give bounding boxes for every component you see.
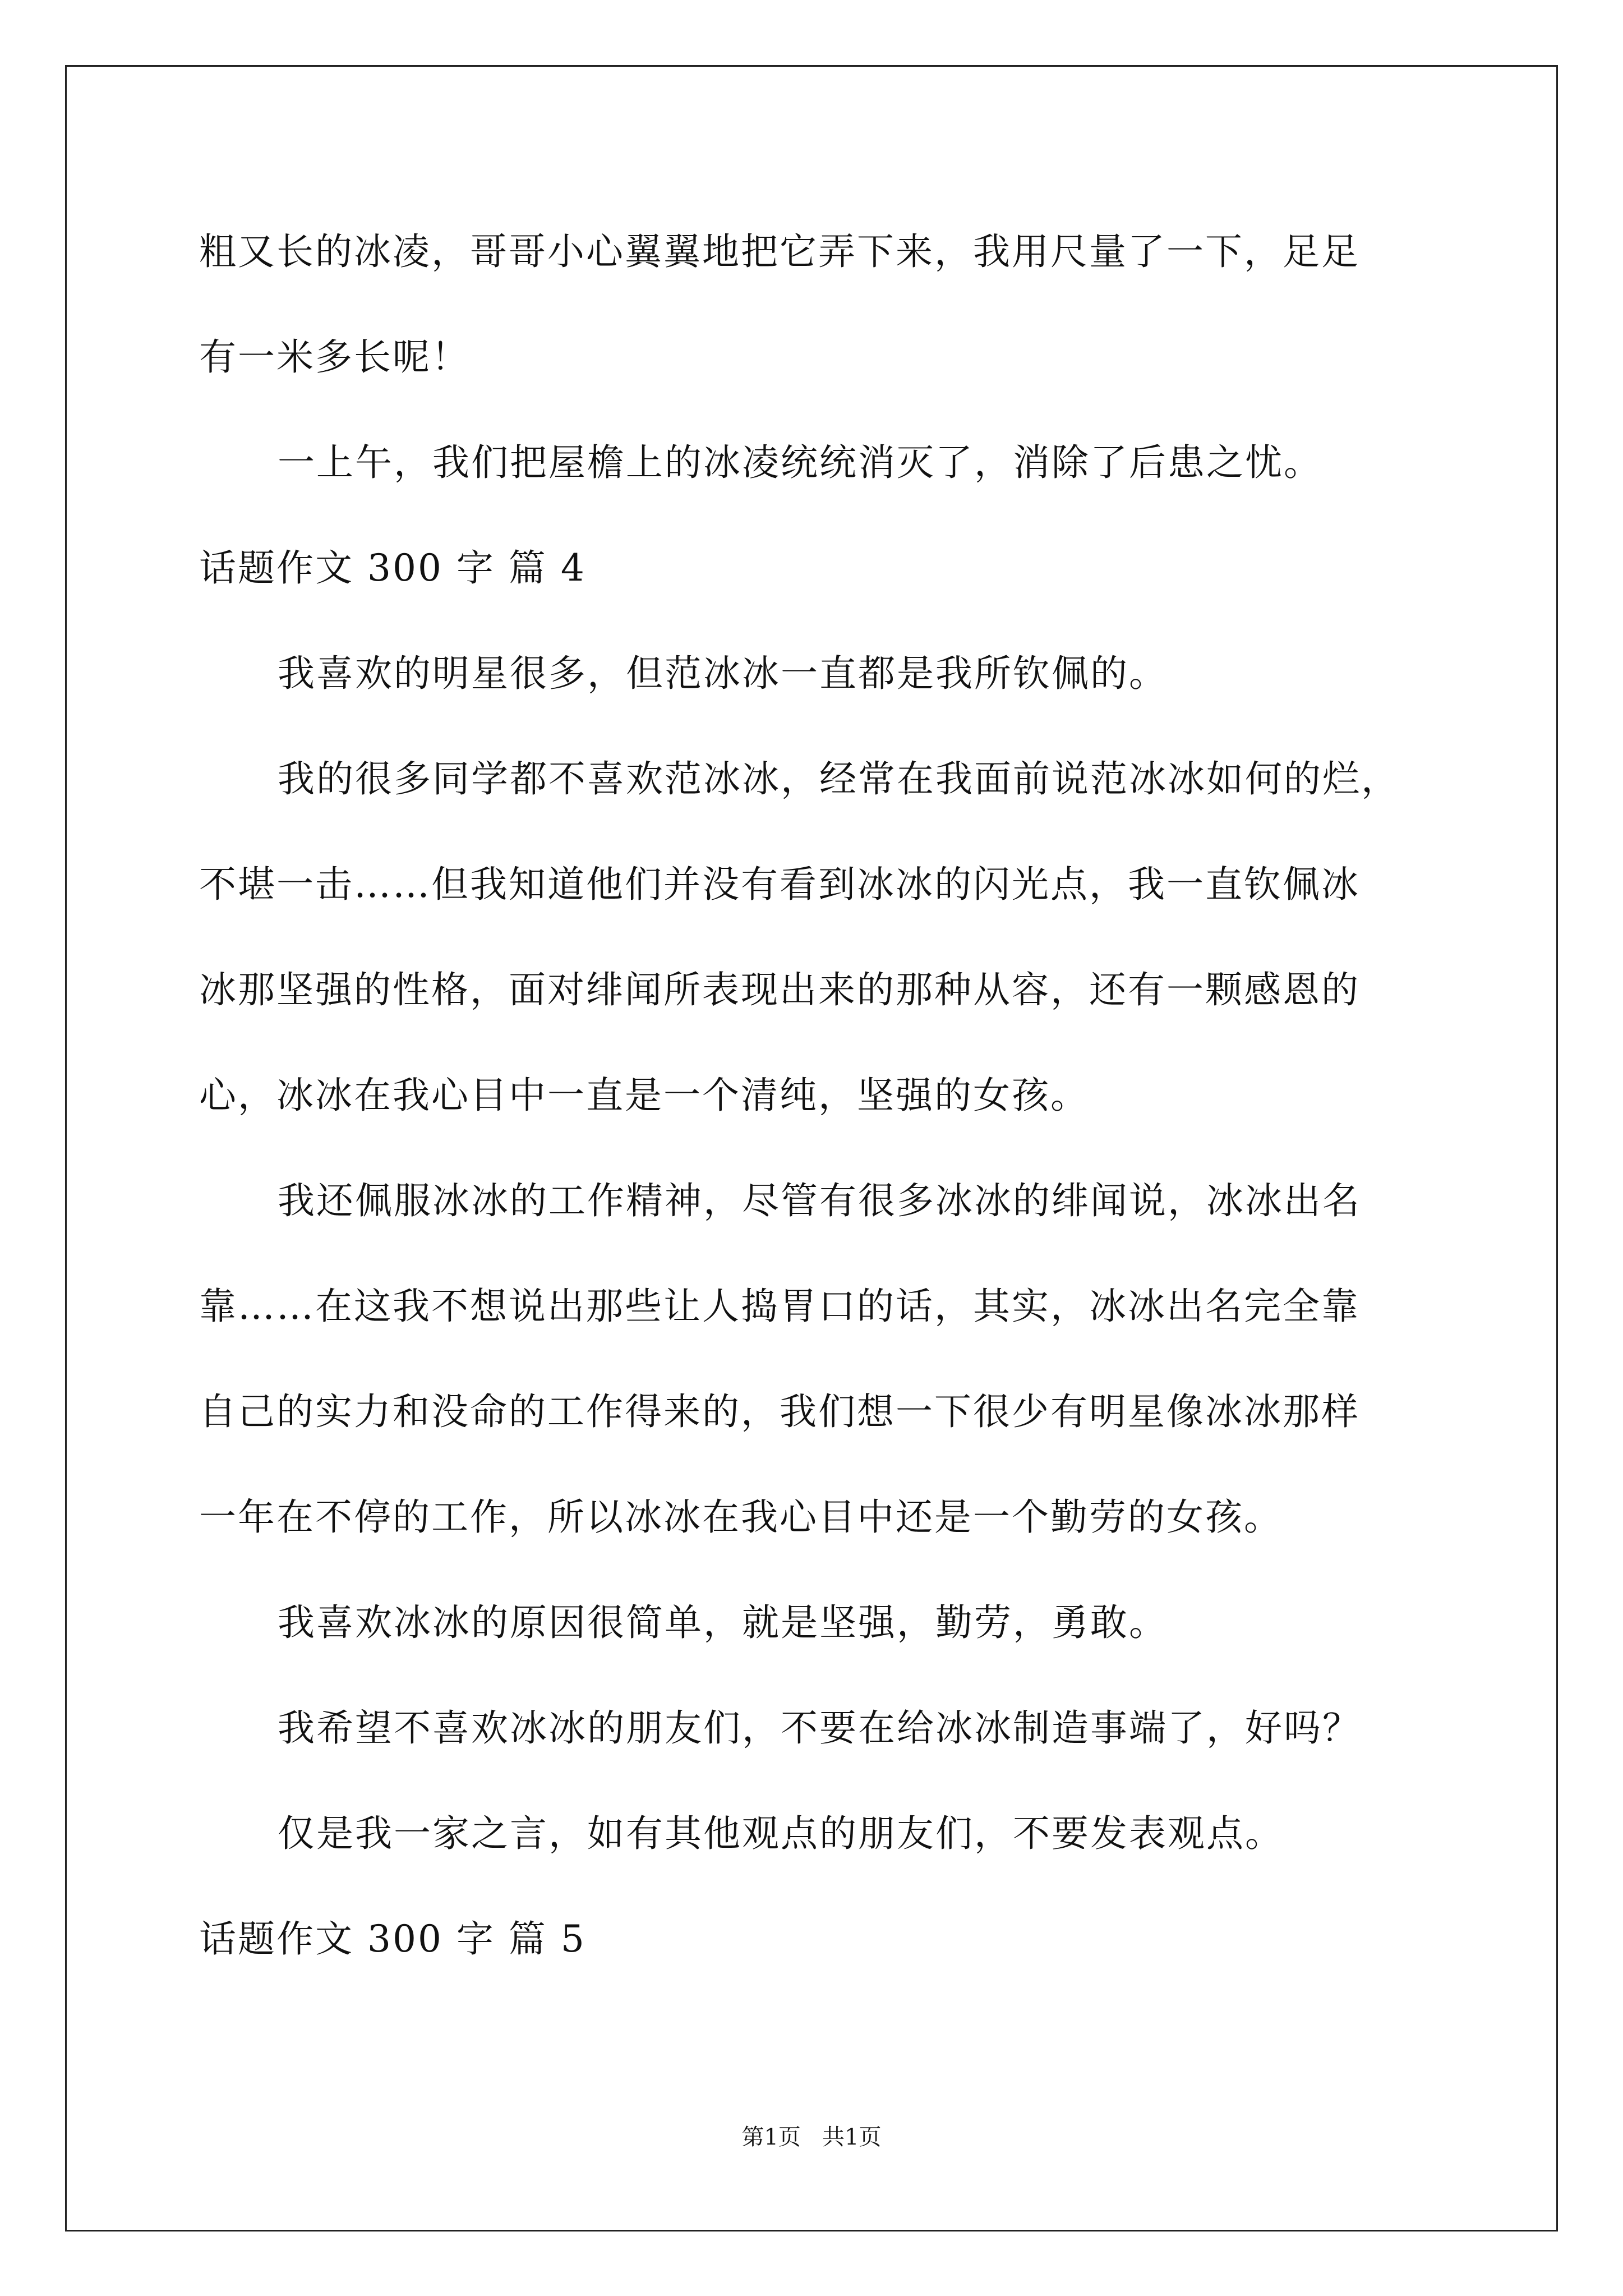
paragraph-line: 我还佩服冰冰的工作精神，尽管有很多冰冰的绯闻说，冰冰出名 <box>278 1179 1361 1222</box>
paragraph-line: 靠……在这我不想说出那些让人捣胃口的话，其实，冰冰出名完全靠 <box>199 1285 1360 1328</box>
paragraph-line: 我喜欢的明星很多，但范冰冰一直都是我所钦佩的。 <box>278 652 1168 695</box>
paragraph-line: 仅是我一家之言，如有其他观点的朋友们，不要发表观点。 <box>278 1812 1284 1855</box>
paragraph-line: 冰那坚强的性格，面对绯闻所表现出来的那种从容，还有一颗感恩的 <box>199 968 1360 1011</box>
paragraph-line: 我喜欢冰冰的原因很简单，就是坚强，勤劳，勇敢。 <box>278 1601 1168 1644</box>
paragraph-line: 不堪一击……但我知道他们并没有看到冰冰的闪光点，我一直钦佩冰 <box>199 863 1360 906</box>
paragraph-line: 我的很多同学都不喜欢范冰冰，经常在我面前说范冰冰如何的烂， <box>278 757 1400 800</box>
document-body <box>199 199 1455 1992</box>
page-footer: 第1页 共1页 <box>741 2124 882 2150</box>
paragraph-line: 心，冰冰在我心目中一直是一个清纯，坚强的女孩。 <box>199 1074 1089 1117</box>
paragraph-line: 粗又长的冰凌，哥哥小心翼翼地把它弄下来，我用尺量了一下，足足 <box>199 230 1360 273</box>
paragraph-line: 我希望不喜欢冰冰的朋友们，不要在给冰冰制造事端了，好吗？ <box>278 1706 1361 1750</box>
section-heading: 话题作文 300 字 篇 4 <box>199 546 586 590</box>
paragraph-line: 一年在不停的工作，所以冰冰在我心目中还是一个勤劳的女孩。 <box>199 1496 1283 1539</box>
section-heading: 话题作文 300 字 篇 5 <box>199 1917 586 1961</box>
paragraph-line: 自己的实力和没命的工作得来的，我们想一下很少有明星像冰冰那样 <box>199 1390 1360 1433</box>
paragraph-line: 有一米多长呢！ <box>199 335 470 379</box>
paragraph-line: 一上午，我们把屋檐上的冰凌统统消灭了，消除了后患之忧。 <box>278 441 1322 484</box>
